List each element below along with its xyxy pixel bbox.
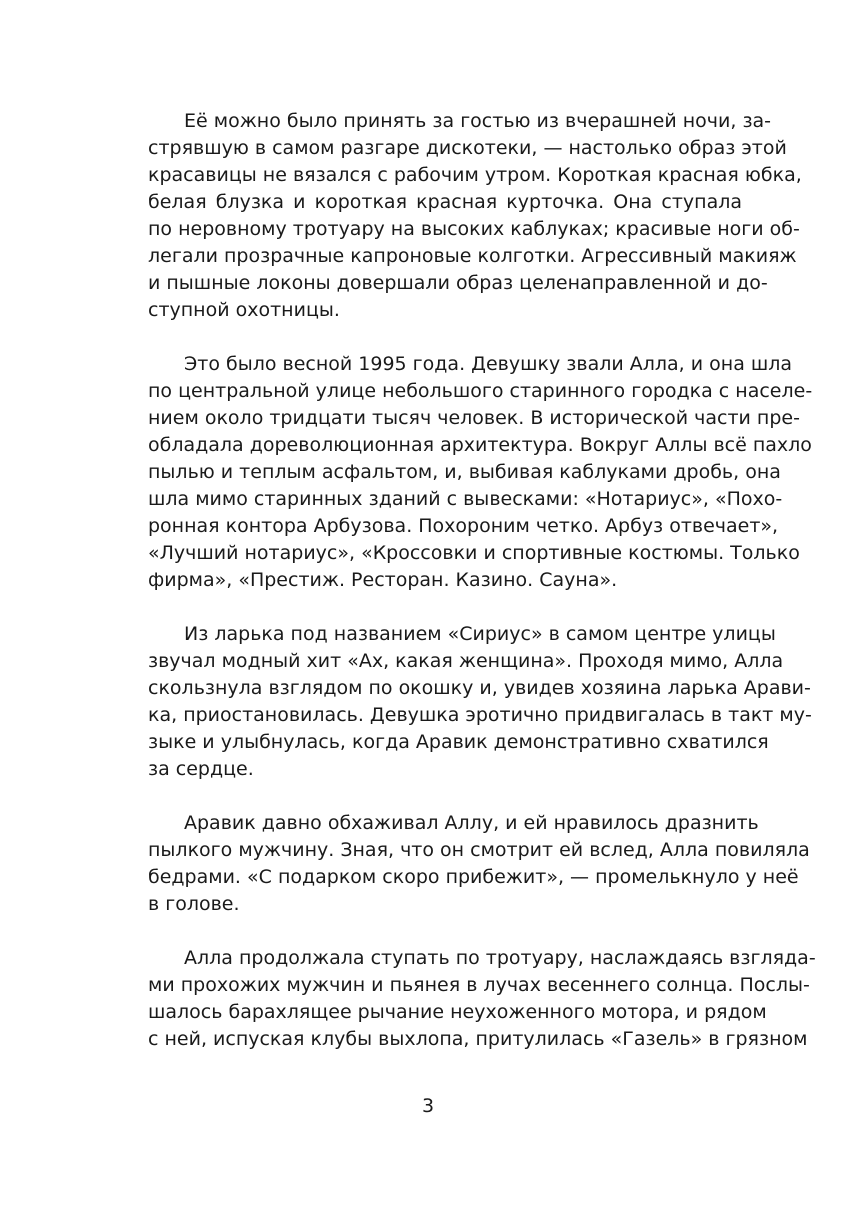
paragraph-3 xyxy=(148,621,812,783)
paragraph-4 xyxy=(148,810,810,918)
paragraph-spacer xyxy=(148,594,742,621)
paragraph-spacer xyxy=(148,783,742,810)
text-line: бедрами. «С подарком скоро прибежит», — промелькнуло у неё xyxy=(148,866,799,888)
text-line: шалось барахлящее рычание неухоженного мотора, и рядом xyxy=(148,1001,767,1023)
paragraph-1 xyxy=(148,108,802,324)
text-line: обладала дореволюционная архитектура. Вокруг Аллы всё пахло xyxy=(148,434,812,456)
text-line: пылкого мужчину. Зная, что он смотрит ей вслед, Алла повиляла xyxy=(148,839,810,861)
text-line: ка, приостановилась. Девушка эротично придвигалась в такт му- xyxy=(148,704,812,726)
text-line: Это было весной 1995 года. Девушку звали Алла, и она шла xyxy=(184,353,793,375)
text-line: стрявшую в самом разгаре дискотеки, — настолько образ этой xyxy=(148,137,787,159)
text-line: легали прозрачные капроновые колготки. Агрессивный макияж xyxy=(148,245,797,267)
text-line: ступной охотницы. xyxy=(148,299,340,321)
text-line: скользнула взглядом по окошку и, увидев хозяина ларька Арави- xyxy=(148,677,811,699)
text-line: звучал модный хит «Ах, какая женщина». Проходя мимо, Алла xyxy=(148,650,784,672)
paragraph-2 xyxy=(148,351,813,594)
text-line: в голове. xyxy=(148,893,240,915)
paragraph-spacer xyxy=(148,918,742,945)
text-line: Аравик давно обхаживал Аллу, и ей нравилось дразнить xyxy=(184,812,759,834)
text-line: Её можно было принять за гостью из вчерашней ночи, за- xyxy=(184,110,772,132)
text-line: Из ларька под названием «Сириус» в самом центре улицы xyxy=(184,623,776,645)
paragraph-5 xyxy=(148,945,816,1053)
text-line: ронная контора Арбузова. Похороним четко. Арбуз отвечает», xyxy=(148,515,779,537)
text-line: с ней, испуская клубы выхлопа, притулилась «Газель» в грязном xyxy=(148,1028,808,1050)
text-line: по центральной улице небольшого старинного городка с населе- xyxy=(148,380,813,402)
text-line: нием около тридцати тысяч человек. В исторической части пре- xyxy=(148,407,800,429)
paragraph-spacer xyxy=(148,324,742,351)
book-page-text xyxy=(148,108,816,1053)
text-line: зыке и улыбнулась, когда Аравик демонстративно схватился xyxy=(148,731,769,753)
text-line: Алла продолжала ступать по тротуару, наслаждаясь взгляда- xyxy=(184,947,816,969)
text-line: фирма», «Престиж. Ресторан. Казино. Сауна». xyxy=(148,569,618,591)
text-line: белая блузка и короткая красная курточка. Она ступала xyxy=(148,191,742,213)
text-line: и пышные локоны довершали образ целенаправленной и до- xyxy=(148,272,768,294)
text-line: пылью и теплым асфальтом, и, выбивая каблуками дробь, она xyxy=(148,461,781,483)
text-line: ми прохожих мужчин и пьянея в лучах весеннего солнца. Послы- xyxy=(148,974,810,996)
page-number: 3 xyxy=(421,1095,435,1117)
text-line: шла мимо старинных зданий с вывесками: «Нотариус», «Похо- xyxy=(148,488,783,510)
text-line: по неровному тротуару на высоких каблуках; красивые ноги об- xyxy=(148,218,800,240)
text-line: за сердце. xyxy=(148,758,254,780)
text-line: красавицы не вязался с рабочим утром. Короткая красная юбка, xyxy=(148,164,802,186)
text-line: «Лучший нотариус», «Кроссовки и спортивные костюмы. Только xyxy=(148,542,800,564)
